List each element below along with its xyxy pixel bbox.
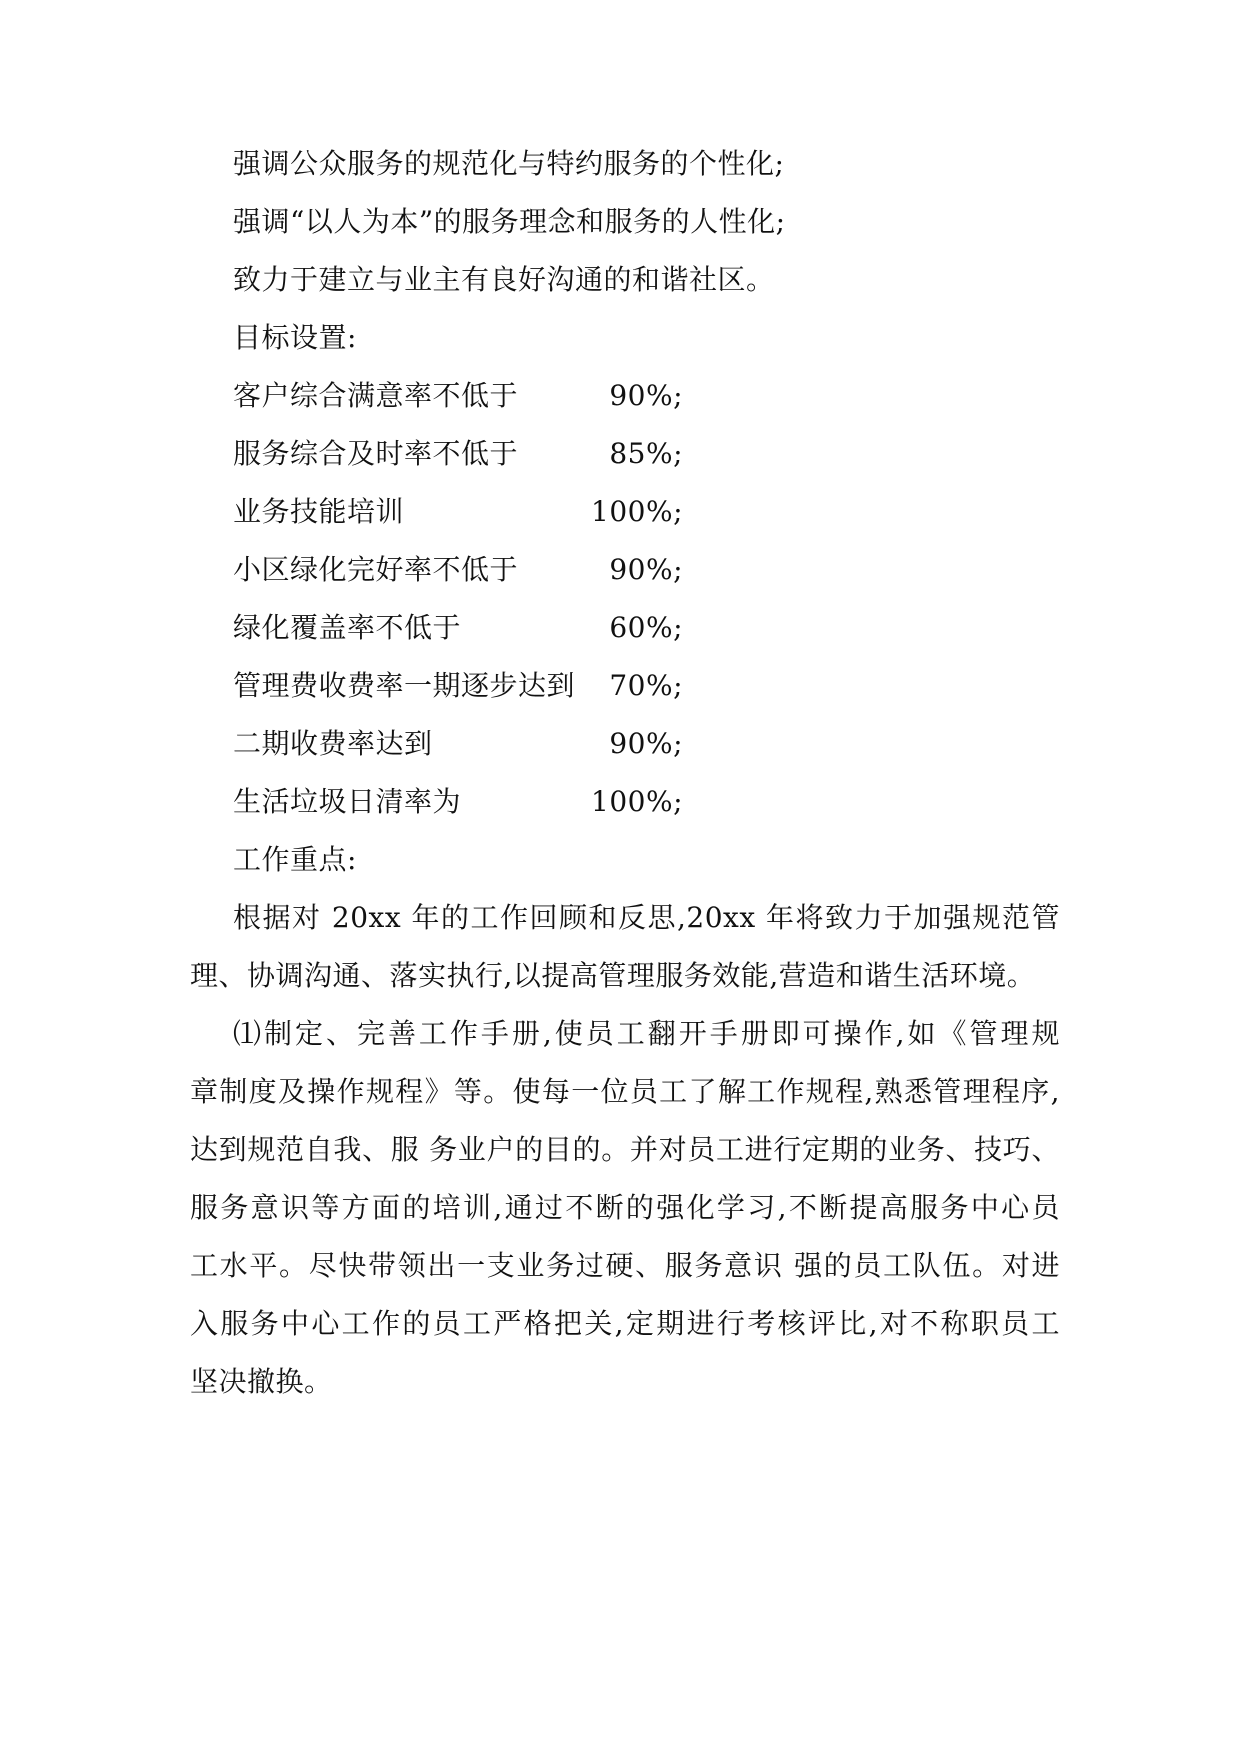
target-row	[0, 550, 1241, 590]
target-value: 70%;	[609, 669, 683, 702]
paragraph-2-line-2: 章制度及操作规程》等。使每一位员工了解工作规程,熟悉管理程序,	[190, 1075, 1060, 1108]
paragraph-2-line-5: 工水平。尽快带领出一支业务过硬、服务意识 强的员工队伍。对进	[190, 1249, 1060, 1282]
focus-heading: 工作重点:	[233, 843, 357, 876]
intro-line-2: 强调“以人为本”的服务理念和服务的人性化;	[233, 205, 786, 238]
paragraph-2-line-1: ⑴制定、完善工作手册,使员工翻开手册即可操作,如《管理规	[233, 1017, 1060, 1050]
target-row	[0, 434, 1241, 474]
target-value: 100%;	[591, 785, 683, 818]
paragraph-1-line-1: 根据对 20xx 年的工作回顾和反思,20xx 年将致力于加强规范管	[233, 901, 1060, 934]
paragraph-2-line-3: 达到规范自我、服 务业户的目的。并对员工进行定期的业务、技巧、	[190, 1133, 1060, 1166]
target-row	[0, 608, 1241, 648]
intro-line-1: 强调公众服务的规范化与特约服务的个性化;	[233, 147, 785, 180]
target-label: 服务综合及时率不低于	[233, 437, 519, 470]
target-label: 管理费收费率一期逐步达到	[233, 669, 576, 702]
target-label: 二期收费率达到	[233, 727, 433, 760]
target-value: 90%;	[609, 727, 683, 760]
target-row	[0, 724, 1241, 764]
intro-line-3: 致力于建立与业主有良好沟通的和谐社区。	[233, 263, 775, 296]
targets-heading: 目标设置:	[233, 321, 357, 354]
target-label: 绿化覆盖率不低于	[233, 611, 462, 644]
target-label: 生活垃圾日清率为	[233, 785, 462, 818]
paragraph-2-line-7: 坚决撤换。	[190, 1365, 333, 1398]
target-value: 60%;	[609, 611, 683, 644]
target-label: 客户综合满意率不低于	[233, 379, 519, 412]
target-label: 业务技能培训	[233, 495, 405, 528]
target-value: 90%;	[609, 553, 683, 586]
target-row	[0, 376, 1241, 416]
paragraph-2-line-4: 服务意识等方面的培训,通过不断的强化学习,不断提高服务中心员	[190, 1191, 1060, 1224]
paragraph-2-line-6: 入服务中心工作的员工严格把关,定期进行考核评比,对不称职员工	[190, 1307, 1060, 1340]
paragraph-1-line-2: 理、协调沟通、落实执行,以提高管理服务效能,营造和谐生活环境。	[190, 959, 1036, 992]
target-value: 85%;	[609, 437, 683, 470]
target-row	[0, 782, 1241, 822]
target-row	[0, 666, 1241, 706]
target-label: 小区绿化完好率不低于	[233, 553, 519, 586]
target-value: 90%;	[609, 379, 683, 412]
target-value: 100%;	[591, 495, 683, 528]
target-row	[0, 492, 1241, 532]
